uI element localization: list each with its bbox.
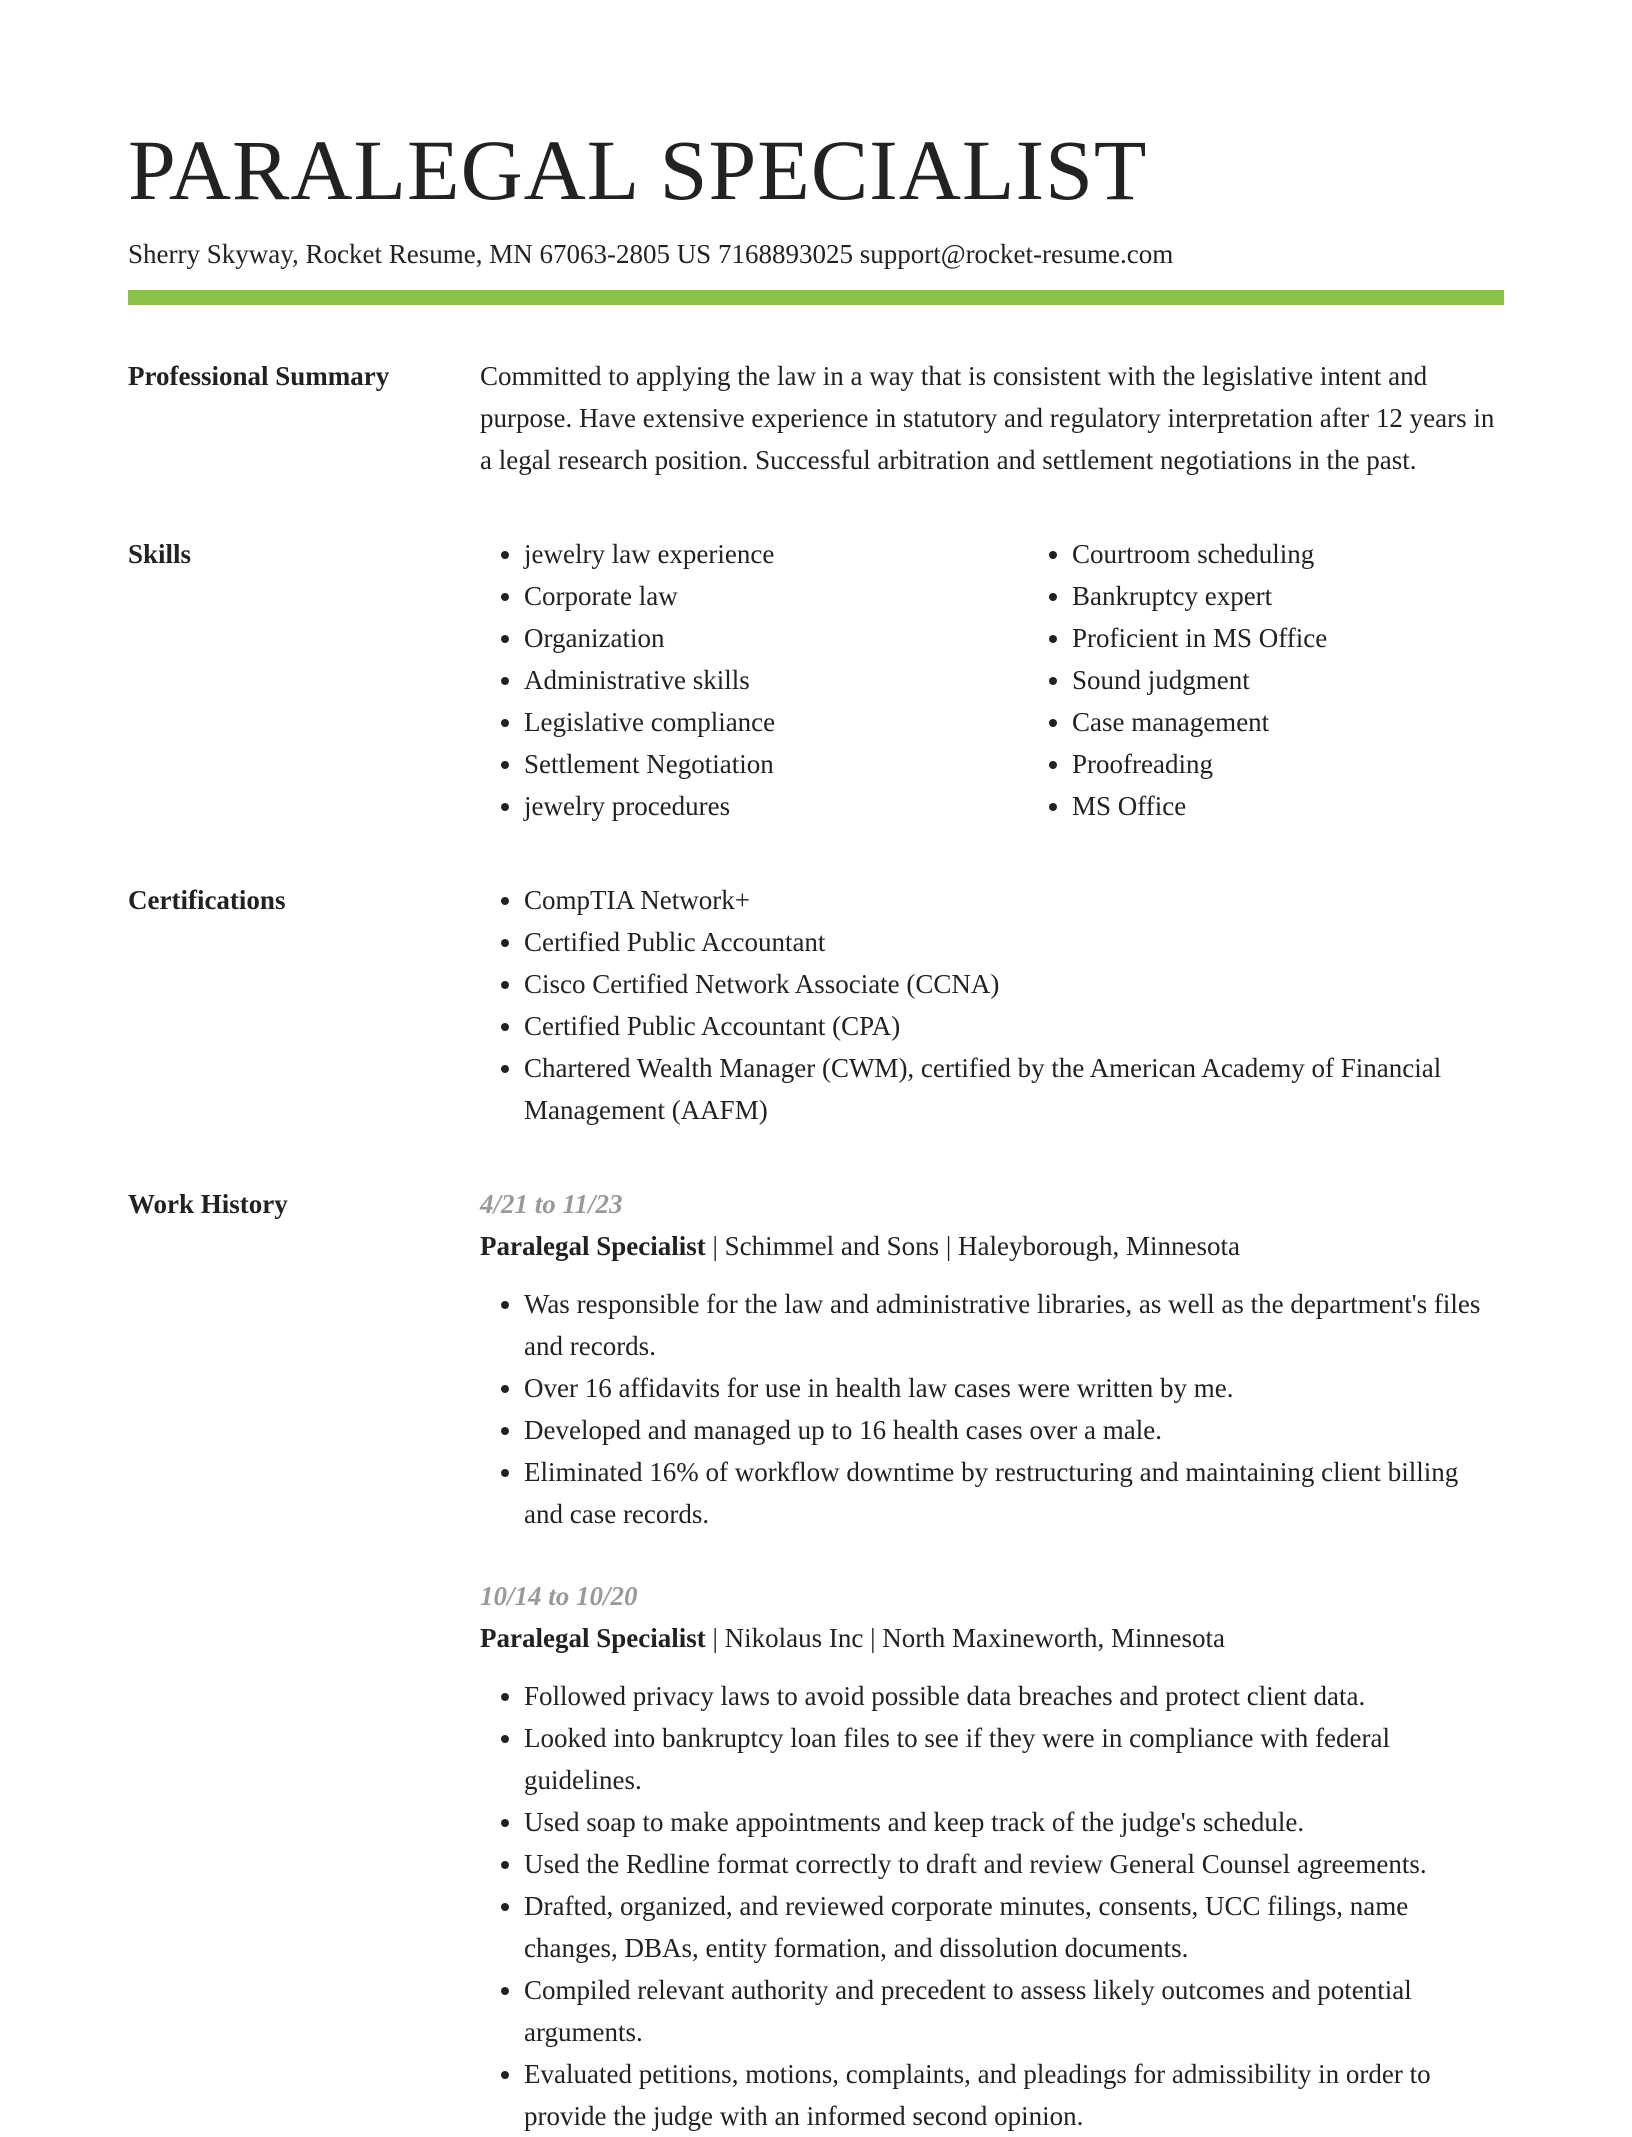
job-bullet: • Used soap to make appointments and keep track of the judge's schedule. (524, 1801, 1504, 1843)
job-dates: 10/14 to 10/20 (480, 1581, 638, 1611)
summary-label: Professional Summary (128, 361, 390, 391)
certification-item: • Certified Public Accountant (524, 921, 1504, 963)
certifications-section (128, 879, 1504, 1131)
job-bullet: • Used the Redline format correctly to draft and review General Counsel agreements. (524, 1843, 1504, 1885)
job-entry (480, 1183, 1504, 1535)
job-dates: 4/21 to 11/23 (480, 1189, 623, 1219)
skills-list-left (480, 533, 1028, 827)
work-history-section (128, 1183, 1504, 2137)
certification-item: • Chartered Wealth Manager (CWM), certified by the American Academy of Financial Management (AAFM) (524, 1047, 1504, 1131)
job-bullets (480, 1283, 1504, 1535)
job-bullet: • Followed privacy laws to avoid possible data breaches and protect client data. (524, 1675, 1504, 1717)
certification-item: • CompTIA Network+ (524, 879, 1504, 921)
job-bullet: • Compiled relevant authority and precedent to assess likely outcomes and potential arguments. (524, 1969, 1504, 2053)
skill-item: • jewelry law experience (524, 533, 1028, 575)
job-bullet: • Eliminated 16% of workflow downtime by restructuring and maintaining client billing and case records. (524, 1451, 1504, 1535)
job-title: Paralegal Specialist (480, 1231, 706, 1261)
job-bullet: • Developed and managed up to 16 health cases over a male. (524, 1409, 1504, 1451)
skill-item: • Case management (1072, 701, 1576, 743)
skill-item: • Proficient in MS Office (1072, 617, 1576, 659)
summary-section (128, 355, 1504, 481)
certification-item: • Cisco Certified Network Associate (CCNA) (524, 963, 1504, 1005)
job-title: Paralegal Specialist (480, 1623, 706, 1653)
skill-item: • Proofreading (1072, 743, 1576, 785)
job-bullet: • Drafted, organized, and reviewed corporate minutes, consents, UCC filings, name changes, DBAs, entity formation, and dissolution documents. (524, 1885, 1504, 1969)
resume-page (128, 118, 1504, 2137)
skill-item: • jewelry procedures (524, 785, 1028, 827)
skill-item: • Settlement Negotiation (524, 743, 1028, 785)
certification-item: • Certified Public Accountant (CPA) (524, 1005, 1504, 1047)
skills-list-right (1028, 533, 1576, 827)
certifications-list (480, 879, 1504, 1131)
job-entry (480, 1575, 1504, 2137)
certifications-label: Certifications (128, 885, 286, 915)
job-heading (480, 1225, 1504, 1267)
skill-item: • Courtroom scheduling (1072, 533, 1576, 575)
job-details: | Nikolaus Inc | North Maxineworth, Minnesota (705, 1623, 1225, 1653)
skills-section (128, 533, 1504, 827)
job-details: | Schimmel and Sons | Haleyborough, Minnesota (705, 1231, 1240, 1261)
job-heading (480, 1617, 1504, 1659)
skill-item: • Organization (524, 617, 1028, 659)
skill-item: • Bankruptcy expert (1072, 575, 1576, 617)
job-bullet: • Over 16 affidavits for use in health law cases were written by me. (524, 1367, 1504, 1409)
skill-item: • Legislative compliance (524, 701, 1028, 743)
job-bullet: • Was responsible for the law and administrative libraries, as well as the department's files and records. (524, 1283, 1504, 1367)
skills-label: Skills (128, 539, 192, 569)
skill-item: • MS Office (1072, 785, 1576, 827)
work-history-label: Work History (128, 1189, 288, 1219)
skill-item: • Sound judgment (1072, 659, 1576, 701)
job-bullet: • Evaluated petitions, motions, complaints, and pleadings for admissibility in order to provide the judge with an informed second opinion. (524, 2053, 1504, 2137)
job-bullets (480, 1675, 1504, 2137)
resume-title: PARALEGAL SPECIALIST (128, 122, 1148, 218)
job-bullet: • Looked into bankruptcy loan files to see if they were in compliance with federal guidelines. (524, 1717, 1504, 1801)
skill-item: • Corporate law (524, 575, 1028, 617)
skill-item: • Administrative skills (524, 659, 1028, 701)
accent-divider (128, 290, 1504, 305)
summary-text: Committed to applying the law in a way that is consistent with the legislative intent and purpose. Have extensive experience in statutory and regulatory interpretation after 12 years in a legal research position. Successful arbitration and settlement negotiations in the past. (480, 361, 1495, 475)
contact-line: Sherry Skyway, Rocket Resume, MN 67063-2805 US 7168893025 support@rocket-resume.com (128, 239, 1174, 269)
